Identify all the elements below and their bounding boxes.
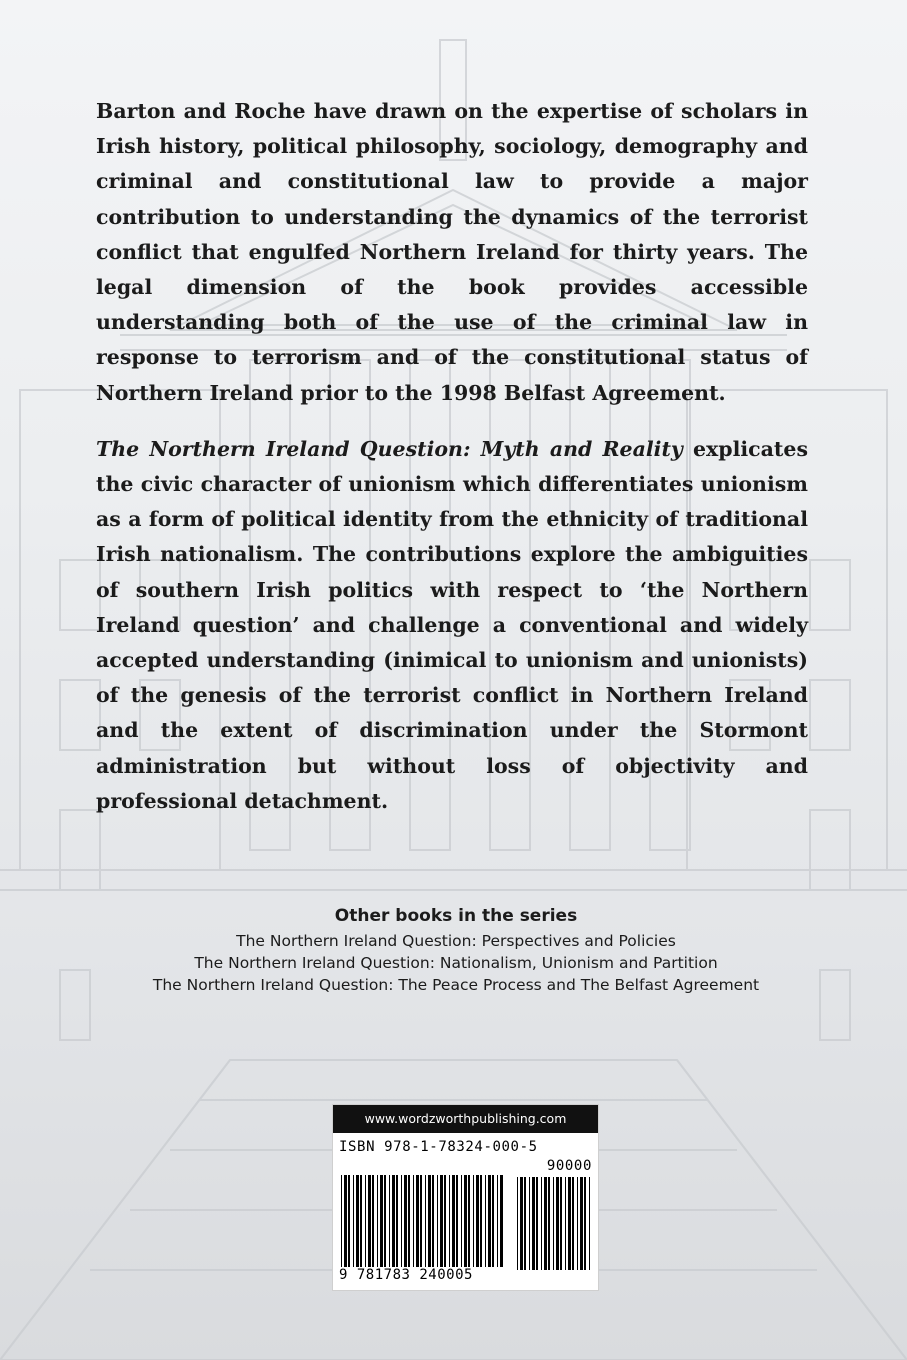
barcode-bar — [360, 1175, 362, 1267]
barcode-bar — [353, 1175, 354, 1267]
barcode-bar — [497, 1175, 498, 1267]
barcode-bar — [384, 1175, 386, 1267]
barcode-bar — [492, 1175, 494, 1267]
barcode-bar — [380, 1175, 383, 1267]
barcode-bar — [444, 1175, 446, 1267]
barcode-bar — [432, 1175, 434, 1267]
barcode-bar — [428, 1175, 431, 1267]
barcode-bar — [396, 1175, 398, 1267]
publisher-website: www.wordzworthpublishing.com — [333, 1105, 598, 1133]
addon-barcode-bar — [548, 1177, 550, 1270]
barcode-digits: 9 781783 240005 — [339, 1267, 473, 1283]
barcode-bar — [404, 1175, 407, 1267]
series-title: The Northern Ireland Question: Perspectives and Policies — [236, 932, 676, 950]
barcode-bar — [416, 1175, 419, 1267]
barcode-bar — [368, 1175, 371, 1267]
barcode-bar — [425, 1175, 426, 1267]
barcode-bar — [408, 1175, 410, 1267]
barcode-bar — [473, 1175, 474, 1267]
barcode-bar — [365, 1175, 366, 1267]
barcode-bar — [392, 1175, 395, 1267]
addon-barcode-bar — [580, 1177, 583, 1270]
addon-barcode-bar — [532, 1177, 535, 1270]
blurb-text — [96, 94, 808, 819]
barcode-bar — [348, 1175, 350, 1267]
barcode-bar — [341, 1175, 342, 1267]
barcode-bar — [476, 1175, 479, 1267]
series-title: The Northern Ireland Question: Nationalism, Unionism and Partition — [194, 954, 718, 972]
addon-barcode-bar — [577, 1177, 578, 1270]
barcode-bar — [449, 1175, 450, 1267]
addon-barcode-bar — [565, 1177, 566, 1270]
series-title: The Northern Ireland Question: The Peace Process and The Belfast Agreement — [152, 976, 760, 994]
barcode-bar — [452, 1175, 455, 1267]
barcode-bar — [413, 1175, 414, 1267]
barcode-bar — [420, 1175, 422, 1267]
addon-barcode-bar — [553, 1177, 554, 1270]
barcode-bar — [440, 1175, 443, 1267]
isbn-number: ISBN 978-1-78324-000-5 — [339, 1139, 538, 1155]
blurb-paragraph-2-text: explicates the civic character of unionism which differentiates unionism as a form of political identity from the ethnicity of traditional Irish nationalism. The contributions explore the ambiguities of southern Irish politics with respect to ‘the Northern Ireland question’ and challenge a conventional and widely accepted understanding (inimical to unionism and unionists) of the genesis of the terrorist conflict in Northern Ireland and the extent of discrimination under the Stormont administration but without loss of objectivity and professional detachment. — [96, 436, 808, 813]
barcode-bar — [480, 1175, 482, 1267]
barcode-bar — [488, 1175, 491, 1267]
addon-barcode-bar — [544, 1177, 547, 1270]
barcode-bar — [485, 1175, 486, 1267]
barcode-bar — [401, 1175, 402, 1267]
blurb-paragraph-1: Barton and Roche have drawn on the expertise of scholars in Irish history, political philosophy, sociology, demography and criminal and constitutional law to provide a major contribution to understanding the dynamics of the terrorist conflict that engulfed Northern Ireland for thirty years. The legal dimension of the book provides accessible understanding both of the use of the criminal law in response to terrorism and of the constitutional status of Northern Ireland prior to the 1998 Belfast Agreement. — [96, 99, 808, 405]
book-title: The Northern Ireland Question: Myth and Reality — [96, 436, 683, 461]
barcode-bar — [437, 1175, 438, 1267]
addon-barcode-bar — [520, 1177, 523, 1270]
barcode-bar — [461, 1175, 462, 1267]
addon-barcode-bar — [589, 1177, 590, 1270]
isbn-barcode-block — [333, 1105, 598, 1290]
addon-barcode-bar — [541, 1177, 542, 1270]
addon-barcode-bar — [568, 1177, 571, 1270]
barcode-bar — [372, 1175, 374, 1267]
addon-barcode-bar — [536, 1177, 538, 1270]
addon-barcode-bar — [529, 1177, 530, 1270]
price-code: 90000 — [546, 1158, 592, 1174]
barcode-bar — [389, 1175, 390, 1267]
addon-barcode-bar — [517, 1177, 518, 1270]
addon-barcode-bar — [524, 1177, 526, 1270]
barcode-bar — [377, 1175, 378, 1267]
barcode-bar — [356, 1175, 359, 1267]
barcode-bar — [456, 1175, 458, 1267]
series-list — [60, 902, 852, 996]
barcode-bar — [468, 1175, 470, 1267]
addon-barcode-bar — [560, 1177, 562, 1270]
addon-barcode-bar — [572, 1177, 574, 1270]
barcode-bar — [500, 1175, 503, 1267]
addon-barcode-bar — [556, 1177, 559, 1270]
blurb-paragraph-2 — [96, 432, 808, 819]
series-heading: Other books in the series — [334, 906, 578, 926]
addon-barcode-bar — [584, 1177, 586, 1270]
barcode-bar — [344, 1175, 347, 1267]
barcode-bar — [464, 1175, 467, 1267]
